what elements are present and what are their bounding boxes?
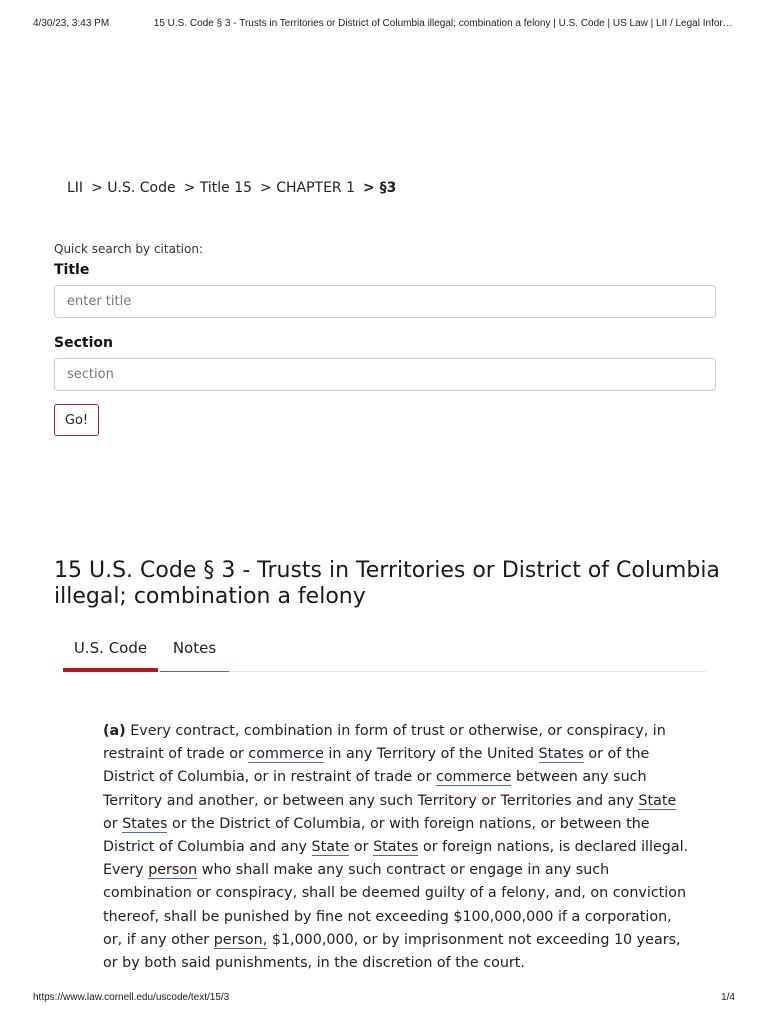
go-button[interactable]: Go! — [54, 404, 99, 436]
breadcrumb-current-section: > §3 — [363, 180, 397, 196]
definition-link-commerce[interactable]: commerce — [435, 769, 512, 786]
section-text — [103, 720, 693, 975]
text-run: Every contract, combination in form of trust or otherwise, or conspiracy, in restraint of trade or — [103, 723, 666, 763]
text-run: or of the District of Columbia, or in restraint of trade or — [103, 746, 650, 786]
citation-search-form — [54, 242, 716, 436]
print-url: https://www.law.cornell.edu/uscode/text/15/3 — [33, 992, 230, 1003]
text-run: in any Territory of the United — [323, 746, 539, 763]
definition-link-states[interactable]: States — [373, 839, 419, 856]
text-run: who shall make any such contract or engage in any such combination or conspiracy, shall be deemed guilty of a felony, and, on conviction thereof, shall be punished by fine not exceeding $100,000,000 if a corporation, or, if any other — [103, 862, 687, 948]
print-page-title: 15 U.S. Code § 3 - Trusts in Territories or District of Columbia illegal; combination a felony | U.S. Code | US Law | LII / Legal Infor… — [153, 18, 733, 29]
definition-link-person[interactable]: person, — [213, 931, 268, 948]
breadcrumb-chapter-1[interactable]: > CHAPTER 1 — [260, 180, 356, 196]
definition-link-state[interactable]: State — [311, 839, 350, 856]
print-date: 4/30/23, 3:43 PM — [33, 18, 110, 29]
definition-link-states[interactable]: States — [122, 815, 168, 832]
print-page-number: 1/4 — [721, 992, 735, 1003]
title-label: Title — [54, 262, 90, 278]
text-run: or the District of Columbia, or with foreign nations, or between the District of Columbia and any — [103, 815, 650, 856]
text-run: or — [349, 839, 374, 856]
tab-notes[interactable]: Notes — [160, 636, 229, 672]
subsection-marker: (a) — [103, 723, 126, 739]
text-run: between any such Territory and another, or between any such Territory or Territories and any — [103, 769, 647, 809]
print-footer — [33, 992, 735, 1003]
page-title: 15 U.S. Code § 3 - Trusts in Territories or District of Columbia illegal; combination a felony — [54, 558, 720, 609]
section-input[interactable] — [54, 358, 716, 391]
definition-link-person[interactable]: person — [148, 862, 198, 879]
text-run: $1,000,000, or by imprisonment not exceeding 10 years, or by both said punishments, in the discretion of the court. — [103, 931, 681, 972]
search-hint: Quick search by citation: — [54, 242, 203, 256]
content-tabs — [63, 636, 706, 672]
breadcrumb-lii[interactable]: LII — [67, 180, 84, 196]
breadcrumb — [67, 180, 396, 196]
text-run: or foreign nations, is declared illegal. Every — [103, 839, 689, 879]
title-input[interactable] — [54, 285, 716, 318]
section-label: Section — [54, 335, 113, 351]
print-header — [33, 18, 743, 29]
definition-link-states[interactable]: States — [538, 746, 584, 763]
breadcrumb-title-15[interactable]: > Title 15 — [183, 180, 253, 196]
text-run: or — [103, 815, 123, 832]
definition-link-commerce[interactable]: commerce — [248, 746, 324, 763]
breadcrumb-us-code[interactable]: > U.S. Code — [91, 180, 176, 196]
definition-link-state[interactable]: State — [638, 792, 677, 809]
tab-us-code[interactable]: U.S. Code — [63, 636, 158, 672]
